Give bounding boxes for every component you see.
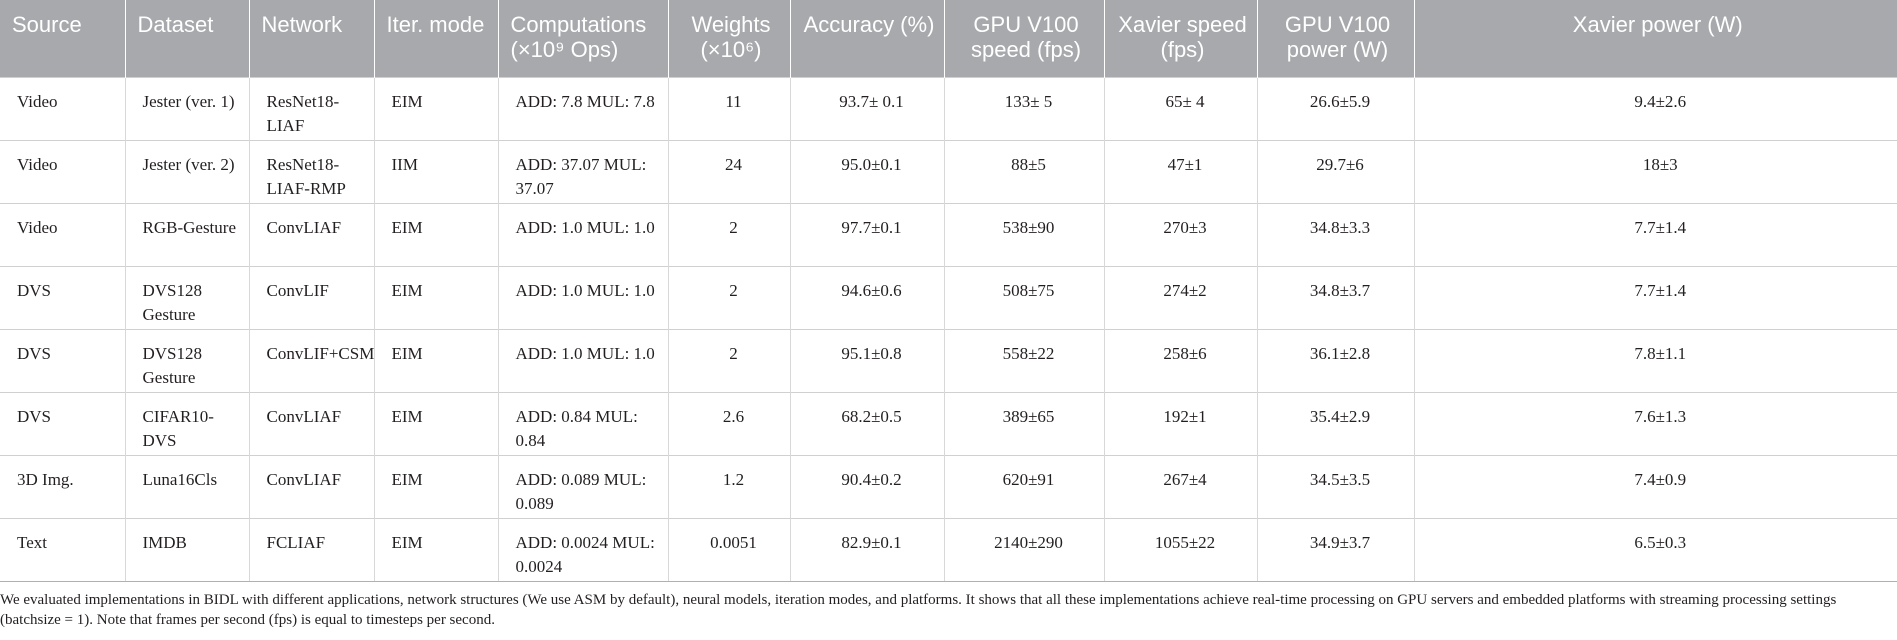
cell-weights: 24 xyxy=(668,140,790,203)
cell-gpu-power: 36.1±2.8 xyxy=(1257,329,1414,392)
cell-dataset: Luna16Cls xyxy=(125,455,249,518)
cell-iter-mode: IIM xyxy=(374,140,498,203)
cell-source: Video xyxy=(0,203,125,266)
cell-weights: 2 xyxy=(668,203,790,266)
cell-network: ConvLIF+CSM xyxy=(249,329,374,392)
cell-iter-mode: EIM xyxy=(374,455,498,518)
cell-xavier-speed: 47±1 xyxy=(1104,140,1257,203)
table-body xyxy=(0,77,1897,581)
cell-xavier-speed: 65± 4 xyxy=(1104,77,1257,140)
cell-network: ResNet18-LIAF-RMP xyxy=(249,140,374,203)
header-dataset: Dataset xyxy=(125,0,249,77)
cell-xavier-power: 18±3 xyxy=(1414,140,1897,203)
cell-computations: ADD: 1.0 MUL: 1.0 xyxy=(498,266,668,329)
cell-gpu-power: 34.8±3.7 xyxy=(1257,266,1414,329)
cell-network: ConvLIF xyxy=(249,266,374,329)
table-row xyxy=(0,203,1897,266)
cell-iter-mode: EIM xyxy=(374,203,498,266)
header-gpu-power: GPU V100 power (W) xyxy=(1257,0,1414,77)
cell-computations: ADD: 1.0 MUL: 1.0 xyxy=(498,203,668,266)
cell-weights: 0.0051 xyxy=(668,518,790,581)
cell-gpu-speed: 508±75 xyxy=(944,266,1104,329)
cell-source: Text xyxy=(0,518,125,581)
cell-gpu-power: 29.7±6 xyxy=(1257,140,1414,203)
header-gpu-speed: GPU V100 speed (fps) xyxy=(944,0,1104,77)
cell-network: ConvLIAF xyxy=(249,203,374,266)
cell-weights: 1.2 xyxy=(668,455,790,518)
cell-xavier-power: 7.6±1.3 xyxy=(1414,392,1897,455)
cell-dataset: IMDB xyxy=(125,518,249,581)
cell-iter-mode: EIM xyxy=(374,392,498,455)
cell-source: DVS xyxy=(0,266,125,329)
cell-gpu-speed: 558±22 xyxy=(944,329,1104,392)
cell-weights: 2.6 xyxy=(668,392,790,455)
cell-iter-mode: EIM xyxy=(374,329,498,392)
cell-dataset: RGB-Gesture xyxy=(125,203,249,266)
cell-xavier-power: 7.8±1.1 xyxy=(1414,329,1897,392)
cell-gpu-power: 35.4±2.9 xyxy=(1257,392,1414,455)
table-row xyxy=(0,392,1897,455)
cell-source: DVS xyxy=(0,329,125,392)
cell-dataset: DVS128 Gesture xyxy=(125,266,249,329)
cell-computations: ADD: 0.089 MUL: 0.089 xyxy=(498,455,668,518)
cell-weights: 2 xyxy=(668,329,790,392)
cell-gpu-speed: 389±65 xyxy=(944,392,1104,455)
cell-xavier-speed: 192±1 xyxy=(1104,392,1257,455)
cell-dataset: CIFAR10-DVS xyxy=(125,392,249,455)
header-weights: Weights (×10⁶) xyxy=(668,0,790,77)
cell-gpu-speed: 88±5 xyxy=(944,140,1104,203)
cell-gpu-speed: 538±90 xyxy=(944,203,1104,266)
cell-computations: ADD: 0.84 MUL: 0.84 xyxy=(498,392,668,455)
cell-network: FCLIAF xyxy=(249,518,374,581)
cell-network: ConvLIAF xyxy=(249,455,374,518)
cell-source: Video xyxy=(0,140,125,203)
header-iter-mode: Iter. mode xyxy=(374,0,498,77)
cell-dataset: DVS128 Gesture xyxy=(125,329,249,392)
header-xavier-power: Xavier power (W) xyxy=(1414,0,1897,77)
cell-xavier-speed: 270±3 xyxy=(1104,203,1257,266)
cell-weights: 2 xyxy=(668,266,790,329)
table-footnote: We evaluated implementations in BIDL with different applications, network structures (We use ASM by default), neural models, iteration modes, and platforms. It shows that all these implementations achieve real-time processing on GPU servers and embedded platforms with streaming processing settings (batchsize = 1). Note that frames per second (fps) is equal to timesteps per second. xyxy=(0,591,1837,628)
cell-accuracy: 90.4±0.2 xyxy=(790,455,944,518)
cell-xavier-speed: 1055±22 xyxy=(1104,518,1257,581)
cell-accuracy: 68.2±0.5 xyxy=(790,392,944,455)
cell-gpu-speed: 620±91 xyxy=(944,455,1104,518)
cell-accuracy: 82.9±0.1 xyxy=(790,518,944,581)
cell-computations: ADD: 0.0024 MUL: 0.0024 xyxy=(498,518,668,581)
cell-accuracy: 95.1±0.8 xyxy=(790,329,944,392)
cell-xavier-speed: 258±6 xyxy=(1104,329,1257,392)
cell-gpu-power: 26.6±5.9 xyxy=(1257,77,1414,140)
cell-xavier-speed: 267±4 xyxy=(1104,455,1257,518)
cell-iter-mode: EIM xyxy=(374,77,498,140)
cell-network: ResNet18-LIAF xyxy=(249,77,374,140)
cell-xavier-power: 9.4±2.6 xyxy=(1414,77,1897,140)
cell-computations: ADD: 7.8 MUL: 7.8 xyxy=(498,77,668,140)
header-source: Source xyxy=(0,0,125,77)
table-row xyxy=(0,329,1897,392)
cell-accuracy: 93.7± 0.1 xyxy=(790,77,944,140)
cell-dataset: Jester (ver. 2) xyxy=(125,140,249,203)
cell-accuracy: 95.0±0.1 xyxy=(790,140,944,203)
cell-gpu-power: 34.9±3.7 xyxy=(1257,518,1414,581)
cell-gpu-speed: 133± 5 xyxy=(944,77,1104,140)
cell-source: DVS xyxy=(0,392,125,455)
header-row xyxy=(0,0,1897,77)
cell-weights: 11 xyxy=(668,77,790,140)
cell-xavier-power: 7.7±1.4 xyxy=(1414,203,1897,266)
header-network: Network xyxy=(249,0,374,77)
cell-iter-mode: EIM xyxy=(374,518,498,581)
cell-gpu-power: 34.5±3.5 xyxy=(1257,455,1414,518)
cell-source: Video xyxy=(0,77,125,140)
cell-gpu-speed: 2140±290 xyxy=(944,518,1104,581)
header-computations: Computations (×10⁹ Ops) xyxy=(498,0,668,77)
table-row xyxy=(0,266,1897,329)
cell-source: 3D Img. xyxy=(0,455,125,518)
cell-xavier-power: 6.5±0.3 xyxy=(1414,518,1897,581)
cell-network: ConvLIAF xyxy=(249,392,374,455)
cell-xavier-power: 7.7±1.4 xyxy=(1414,266,1897,329)
cell-computations: ADD: 37.07 MUL: 37.07 xyxy=(498,140,668,203)
cell-iter-mode: EIM xyxy=(374,266,498,329)
cell-xavier-speed: 274±2 xyxy=(1104,266,1257,329)
cell-gpu-power: 34.8±3.3 xyxy=(1257,203,1414,266)
table-row xyxy=(0,140,1897,203)
cell-computations: ADD: 1.0 MUL: 1.0 xyxy=(498,329,668,392)
table-row xyxy=(0,77,1897,140)
table-row xyxy=(0,455,1897,518)
cell-accuracy: 97.7±0.1 xyxy=(790,203,944,266)
cell-dataset: Jester (ver. 1) xyxy=(125,77,249,140)
header-xavier-speed: Xavier speed (fps) xyxy=(1104,0,1257,77)
cell-xavier-power: 7.4±0.9 xyxy=(1414,455,1897,518)
table-row xyxy=(0,518,1897,581)
cell-accuracy: 94.6±0.6 xyxy=(790,266,944,329)
header-accuracy: Accuracy (%) xyxy=(790,0,944,77)
